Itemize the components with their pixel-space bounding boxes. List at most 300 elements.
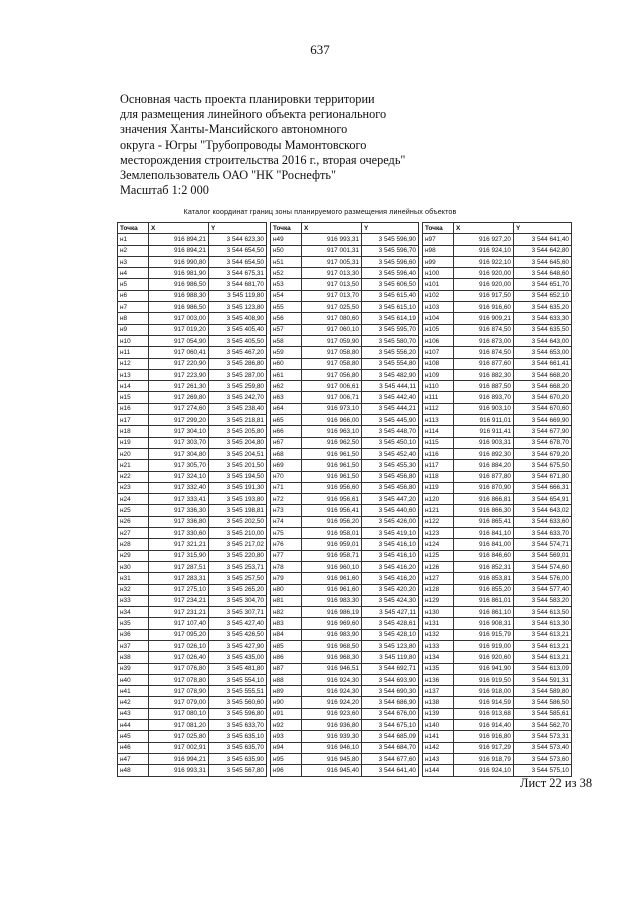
point-cell: н3 (118, 256, 149, 267)
point-cell: н94 (271, 742, 302, 753)
x-coordinate-cell: 917 332,40 (149, 482, 209, 493)
table-row (271, 437, 419, 448)
y-coordinate-cell: 3 545 424,30 (362, 595, 419, 606)
point-cell: н130 (423, 607, 454, 618)
point-cell: н114 (423, 426, 454, 437)
y-coordinate-cell: 3 544 666,31 (514, 482, 572, 493)
point-cell: н41 (118, 686, 149, 697)
x-coordinate-cell: 916 884,20 (454, 460, 514, 471)
table-row (118, 539, 267, 550)
x-coordinate-cell: 916 993,31 (302, 234, 362, 245)
table-row (423, 640, 572, 651)
y-coordinate-cell: 3 545 220,80 (209, 550, 267, 561)
point-cell: н68 (271, 448, 302, 459)
y-coordinate-cell: 3 545 554,10 (209, 674, 267, 685)
y-coordinate-cell: 3 545 426,50 (209, 629, 267, 640)
x-coordinate-cell: 916 919,00 (454, 640, 514, 651)
point-cell: н84 (271, 629, 302, 640)
table-row (118, 697, 267, 708)
table-row (423, 358, 572, 369)
point-cell: н129 (423, 595, 454, 606)
x-coordinate-cell: 916 922,10 (454, 256, 514, 267)
x-coordinate-cell: 916 946,51 (302, 663, 362, 674)
table-row (118, 381, 267, 392)
y-coordinate-cell: 3 544 692,71 (362, 663, 419, 674)
x-coordinate-cell: 917 054,90 (149, 335, 209, 346)
table-row (118, 234, 267, 245)
point-cell: н81 (271, 595, 302, 606)
y-coordinate-cell: 3 545 427,40 (209, 618, 267, 629)
table-row (423, 765, 572, 776)
table-row (118, 720, 267, 731)
y-coordinate-cell: 3 544 642,80 (514, 245, 572, 256)
x-coordinate-cell: 916 956,41 (302, 505, 362, 516)
x-coordinate-cell: 917 081,20 (149, 720, 209, 731)
x-coordinate-cell: 916 882,30 (454, 369, 514, 380)
y-coordinate-cell: 3 544 670,20 (514, 392, 572, 403)
point-cell: н6 (118, 290, 149, 301)
table-row (271, 584, 419, 595)
y-coordinate-cell: 3 545 123,80 (362, 640, 419, 651)
table-row (423, 686, 572, 697)
point-cell: н133 (423, 640, 454, 651)
point-cell: н93 (271, 731, 302, 742)
point-cell: н64 (271, 403, 302, 414)
table-row (423, 753, 572, 764)
x-coordinate-cell: 917 025,50 (302, 302, 362, 313)
y-coordinate-cell: 3 544 645,60 (514, 256, 572, 267)
point-cell: н69 (271, 460, 302, 471)
table-row (271, 765, 419, 776)
y-coordinate-cell: 3 545 427,11 (362, 607, 419, 618)
x-coordinate-cell: 916 927,20 (454, 234, 514, 245)
table-row (118, 731, 267, 742)
table-row (423, 528, 572, 539)
point-cell: н56 (271, 313, 302, 324)
point-cell: н80 (271, 584, 302, 595)
point-cell: н23 (118, 482, 149, 493)
y-coordinate-cell: 3 544 574,60 (514, 561, 572, 572)
table-row (271, 415, 419, 426)
point-cell: н15 (118, 392, 149, 403)
x-coordinate-cell: 917 304,10 (149, 426, 209, 437)
y-coordinate-cell: 3 545 405,40 (209, 324, 267, 335)
table-row (271, 290, 419, 301)
point-cell: н107 (423, 347, 454, 358)
y-coordinate-cell: 3 545 580,70 (362, 335, 419, 346)
column-header-y: Y (514, 223, 572, 234)
y-coordinate-cell: 3 545 217,02 (209, 539, 267, 550)
x-coordinate-cell: 916 917,50 (454, 290, 514, 301)
x-coordinate-cell: 916 894,21 (149, 245, 209, 256)
y-coordinate-cell: 3 545 198,81 (209, 505, 267, 516)
table-row (423, 550, 572, 561)
y-coordinate-cell: 3 544 576,00 (514, 573, 572, 584)
x-coordinate-cell: 916 960,10 (302, 561, 362, 572)
point-cell: н112 (423, 403, 454, 414)
point-cell: н89 (271, 686, 302, 697)
point-cell: н76 (271, 539, 302, 550)
point-cell: н24 (118, 494, 149, 505)
y-coordinate-cell: 3 545 445,90 (362, 415, 419, 426)
x-coordinate-cell: 916 920,00 (454, 279, 514, 290)
point-cell: н91 (271, 708, 302, 719)
point-cell: н121 (423, 505, 454, 516)
point-cell: н31 (118, 573, 149, 584)
table-row (118, 765, 267, 776)
point-cell: н37 (118, 640, 149, 651)
table-row (118, 392, 267, 403)
table-row (271, 505, 419, 516)
point-cell: н77 (271, 550, 302, 561)
y-coordinate-cell: 3 545 119,80 (209, 290, 267, 301)
point-cell: н82 (271, 607, 302, 618)
x-coordinate-cell: 917 006,71 (302, 392, 362, 403)
table-row (118, 629, 267, 640)
table-row (118, 505, 267, 516)
x-coordinate-cell: 916 945,40 (302, 765, 362, 776)
table-row (271, 753, 419, 764)
column-header-y: Y (362, 223, 419, 234)
table-row (271, 324, 419, 335)
point-cell: н2 (118, 245, 149, 256)
y-coordinate-cell: 3 545 635,90 (209, 753, 267, 764)
x-coordinate-cell: 916 916,80 (454, 731, 514, 742)
table-row (118, 302, 267, 313)
x-coordinate-cell: 917 095,20 (149, 629, 209, 640)
x-coordinate-cell: 916 988,30 (149, 290, 209, 301)
x-coordinate-cell: 916 981,90 (149, 268, 209, 279)
point-cell: н10 (118, 335, 149, 346)
point-cell: н72 (271, 494, 302, 505)
table-row (118, 674, 267, 685)
x-coordinate-cell: 916 855,20 (454, 584, 514, 595)
point-cell: н96 (271, 765, 302, 776)
x-coordinate-cell: 916 874,50 (454, 324, 514, 335)
y-coordinate-cell: 3 545 416,10 (362, 539, 419, 550)
x-coordinate-cell: 916 853,81 (454, 573, 514, 584)
table-row (423, 697, 572, 708)
y-coordinate-cell: 3 544 583,20 (514, 595, 572, 606)
x-coordinate-cell: 916 959,01 (302, 539, 362, 550)
y-coordinate-cell: 3 545 416,20 (362, 561, 419, 572)
y-coordinate-cell: 3 544 669,90 (514, 415, 572, 426)
x-coordinate-cell: 916 917,29 (454, 742, 514, 753)
x-coordinate-cell: 916 961,50 (302, 471, 362, 482)
y-coordinate-cell: 3 544 613,21 (514, 652, 572, 663)
point-cell: н119 (423, 482, 454, 493)
x-coordinate-cell: 916 986,19 (302, 607, 362, 618)
y-coordinate-cell: 3 544 633,30 (514, 313, 572, 324)
y-coordinate-cell: 3 544 574,71 (514, 539, 572, 550)
x-coordinate-cell: 917 060,41 (149, 347, 209, 358)
coordinate-table (270, 222, 419, 777)
table-row (423, 539, 572, 550)
header-line: значения Ханты-Мансийского автономного (120, 122, 348, 137)
coordinate-table (422, 222, 572, 777)
point-cell: н48 (118, 765, 149, 776)
point-cell: н22 (118, 471, 149, 482)
y-coordinate-cell: 3 544 641,40 (514, 234, 572, 245)
x-coordinate-cell: 916 966,00 (302, 415, 362, 426)
point-cell: н122 (423, 516, 454, 527)
table-row (271, 268, 419, 279)
x-coordinate-cell: 916 916,60 (454, 302, 514, 313)
x-coordinate-cell: 916 961,60 (302, 584, 362, 595)
x-coordinate-cell: 916 961,50 (302, 460, 362, 471)
x-coordinate-cell: 916 892,30 (454, 448, 514, 459)
table-row (423, 708, 572, 719)
point-cell: н13 (118, 369, 149, 380)
x-coordinate-cell: 917 330,60 (149, 528, 209, 539)
y-coordinate-cell: 3 545 191,30 (209, 482, 267, 493)
point-cell: н109 (423, 369, 454, 380)
catalog-title: Каталог координат границ зоны планируемого размещения линейных объектов (183, 207, 457, 216)
point-cell: н27 (118, 528, 149, 539)
y-coordinate-cell: 3 545 287,00 (209, 369, 267, 380)
table-row (271, 256, 419, 267)
x-coordinate-cell: 916 920,00 (454, 268, 514, 279)
table-row (423, 607, 572, 618)
point-cell: н39 (118, 663, 149, 674)
y-coordinate-cell: 3 545 635,70 (209, 742, 267, 753)
table-row (271, 674, 419, 685)
y-coordinate-cell: 3 545 560,60 (209, 697, 267, 708)
table-row (271, 369, 419, 380)
y-coordinate-cell: 3 544 677,90 (514, 426, 572, 437)
point-cell: н63 (271, 392, 302, 403)
table-row (423, 561, 572, 572)
y-coordinate-cell: 3 545 481,80 (209, 663, 267, 674)
table-row (271, 358, 419, 369)
y-coordinate-cell: 3 545 428,61 (362, 618, 419, 629)
point-cell: н14 (118, 381, 149, 392)
x-coordinate-cell: 916 903,10 (454, 403, 514, 414)
y-coordinate-cell: 3 545 444,11 (362, 381, 419, 392)
x-coordinate-cell: 916 914,59 (454, 697, 514, 708)
y-coordinate-cell: 3 544 654,91 (514, 494, 572, 505)
x-coordinate-cell: 916 911,01 (454, 415, 514, 426)
x-coordinate-cell: 916 924,20 (302, 697, 362, 708)
point-cell: н117 (423, 460, 454, 471)
point-cell: н21 (118, 460, 149, 471)
x-coordinate-cell: 916 962,50 (302, 437, 362, 448)
x-coordinate-cell: 917 078,90 (149, 686, 209, 697)
column-header-point: Точка (423, 223, 454, 234)
table-row (423, 369, 572, 380)
table-row (118, 347, 267, 358)
y-coordinate-cell: 3 545 123,80 (209, 302, 267, 313)
table-row (271, 663, 419, 674)
point-cell: н98 (423, 245, 454, 256)
y-coordinate-cell: 3 544 670,60 (514, 403, 572, 414)
point-cell: н59 (271, 347, 302, 358)
x-coordinate-cell: 916 941,90 (454, 663, 514, 674)
y-coordinate-cell: 3 545 408,90 (209, 313, 267, 324)
point-cell: н135 (423, 663, 454, 674)
x-coordinate-cell: 917 076,80 (149, 663, 209, 674)
x-coordinate-cell: 916 918,00 (454, 686, 514, 697)
point-cell: н32 (118, 584, 149, 595)
table-row (118, 279, 267, 290)
y-coordinate-cell: 3 544 635,20 (514, 302, 572, 313)
table-row (271, 618, 419, 629)
x-coordinate-cell: 917 026,10 (149, 640, 209, 651)
y-coordinate-cell: 3 545 426,00 (362, 516, 419, 527)
point-cell: н25 (118, 505, 149, 516)
table-row (118, 437, 267, 448)
table-row (118, 663, 267, 674)
x-coordinate-cell: 916 983,30 (302, 595, 362, 606)
table-row (423, 279, 572, 290)
table-row (271, 550, 419, 561)
x-coordinate-cell: 917 287,51 (149, 561, 209, 572)
y-coordinate-cell: 3 544 586,50 (514, 697, 572, 708)
x-coordinate-cell: 917 231,21 (149, 607, 209, 618)
x-coordinate-cell: 916 911,41 (454, 426, 514, 437)
point-cell: н61 (271, 369, 302, 380)
x-coordinate-cell: 917 274,60 (149, 403, 209, 414)
y-coordinate-cell: 3 544 613,50 (514, 607, 572, 618)
x-coordinate-cell: 916 956,60 (302, 482, 362, 493)
y-coordinate-cell: 3 544 643,02 (514, 505, 572, 516)
y-coordinate-cell: 3 544 668,20 (514, 369, 572, 380)
table-row (271, 335, 419, 346)
table-row (271, 313, 419, 324)
point-cell: н33 (118, 595, 149, 606)
y-coordinate-cell: 3 545 204,80 (209, 437, 267, 448)
x-coordinate-cell: 917 005,31 (302, 256, 362, 267)
point-cell: н49 (271, 234, 302, 245)
x-coordinate-cell: 916 918,79 (454, 753, 514, 764)
y-coordinate-cell: 3 545 456,80 (362, 482, 419, 493)
y-coordinate-cell: 3 545 448,70 (362, 426, 419, 437)
point-cell: н128 (423, 584, 454, 595)
coordinate-table (117, 222, 267, 777)
x-coordinate-cell: 916 877,80 (454, 471, 514, 482)
x-coordinate-cell: 917 321,21 (149, 539, 209, 550)
header-line: Масштаб 1:2 000 (120, 183, 209, 198)
x-coordinate-cell: 916 913,68 (454, 708, 514, 719)
x-coordinate-cell: 916 873,00 (454, 335, 514, 346)
table-row (118, 528, 267, 539)
x-coordinate-cell: 916 914,40 (454, 720, 514, 731)
header-line: округа - Югры "Трубопроводы Мамонтовского (120, 137, 367, 152)
point-cell: н67 (271, 437, 302, 448)
table-row (118, 426, 267, 437)
y-coordinate-cell: 3 544 613,09 (514, 663, 572, 674)
x-coordinate-cell: 916 893,70 (454, 392, 514, 403)
x-coordinate-cell: 917 283,31 (149, 573, 209, 584)
y-coordinate-cell: 3 544 651,70 (514, 279, 572, 290)
table-row (271, 494, 419, 505)
table-row (423, 392, 572, 403)
y-coordinate-cell: 3 544 633,70 (514, 528, 572, 539)
point-cell: н26 (118, 516, 149, 527)
x-coordinate-cell: 917 269,80 (149, 392, 209, 403)
column-header-point: Точка (118, 223, 149, 234)
x-coordinate-cell: 916 990,80 (149, 256, 209, 267)
y-coordinate-cell: 3 544 671,80 (514, 471, 572, 482)
x-coordinate-cell: 916 846,60 (454, 550, 514, 561)
table-row (423, 324, 572, 335)
y-coordinate-cell: 3 544 643,00 (514, 335, 572, 346)
table-row (271, 652, 419, 663)
point-cell: н95 (271, 753, 302, 764)
y-coordinate-cell: 3 545 596,70 (362, 245, 419, 256)
x-coordinate-cell: 916 915,79 (454, 629, 514, 640)
y-coordinate-cell: 3 544 613,21 (514, 640, 572, 651)
x-coordinate-cell: 916 887,50 (454, 381, 514, 392)
y-coordinate-cell: 3 544 654,50 (209, 245, 267, 256)
point-cell: н83 (271, 618, 302, 629)
y-coordinate-cell: 3 545 556,20 (362, 347, 419, 358)
point-cell: н42 (118, 697, 149, 708)
y-coordinate-cell: 3 544 573,40 (514, 742, 572, 753)
table-row (118, 324, 267, 335)
column-header-x: X (454, 223, 514, 234)
y-coordinate-cell: 3 545 194,50 (209, 471, 267, 482)
x-coordinate-cell: 916 861,10 (454, 607, 514, 618)
x-coordinate-cell: 917 107,40 (149, 618, 209, 629)
table-row (118, 595, 267, 606)
x-coordinate-cell: 917 305,70 (149, 460, 209, 471)
table-row (271, 347, 419, 358)
point-cell: н88 (271, 674, 302, 685)
point-cell: н58 (271, 335, 302, 346)
y-coordinate-cell: 3 545 259,80 (209, 381, 267, 392)
table-row (423, 652, 572, 663)
y-coordinate-cell: 3 544 653,00 (514, 347, 572, 358)
y-coordinate-cell: 3 545 554,80 (362, 358, 419, 369)
table-row (271, 302, 419, 313)
point-cell: н106 (423, 335, 454, 346)
table-row (423, 674, 572, 685)
table-row (271, 742, 419, 753)
x-coordinate-cell: 916 961,50 (302, 448, 362, 459)
point-cell: н131 (423, 618, 454, 629)
y-coordinate-cell: 3 545 202,50 (209, 516, 267, 527)
table-row (271, 539, 419, 550)
y-coordinate-cell: 3 544 589,80 (514, 686, 572, 697)
x-coordinate-cell: 916 924,30 (302, 686, 362, 697)
table-row (423, 731, 572, 742)
table-row (423, 494, 572, 505)
x-coordinate-cell: 917 013,50 (302, 279, 362, 290)
y-coordinate-cell: 3 545 307,71 (209, 607, 267, 618)
x-coordinate-cell: 917 333,41 (149, 494, 209, 505)
x-coordinate-cell: 916 973,10 (302, 403, 362, 414)
table-row (423, 415, 572, 426)
table-row (423, 663, 572, 674)
point-cell: н110 (423, 381, 454, 392)
y-coordinate-cell: 3 545 456,80 (362, 471, 419, 482)
x-coordinate-cell: 917 060,10 (302, 324, 362, 335)
x-coordinate-cell: 916 963,10 (302, 426, 362, 437)
y-coordinate-cell: 3 544 668,20 (514, 381, 572, 392)
x-coordinate-cell: 916 946,10 (302, 742, 362, 753)
sheet-number: Лист 22 из 38 (520, 776, 593, 790)
point-cell: н51 (271, 256, 302, 267)
point-cell: н43 (118, 708, 149, 719)
y-coordinate-cell: 3 544 641,40 (362, 765, 419, 776)
table-row (118, 268, 267, 279)
x-coordinate-cell: 916 923,60 (302, 708, 362, 719)
point-cell: н120 (423, 494, 454, 505)
x-coordinate-cell: 917 315,90 (149, 550, 209, 561)
point-cell: н62 (271, 381, 302, 392)
y-coordinate-cell: 3 544 577,40 (514, 584, 572, 595)
